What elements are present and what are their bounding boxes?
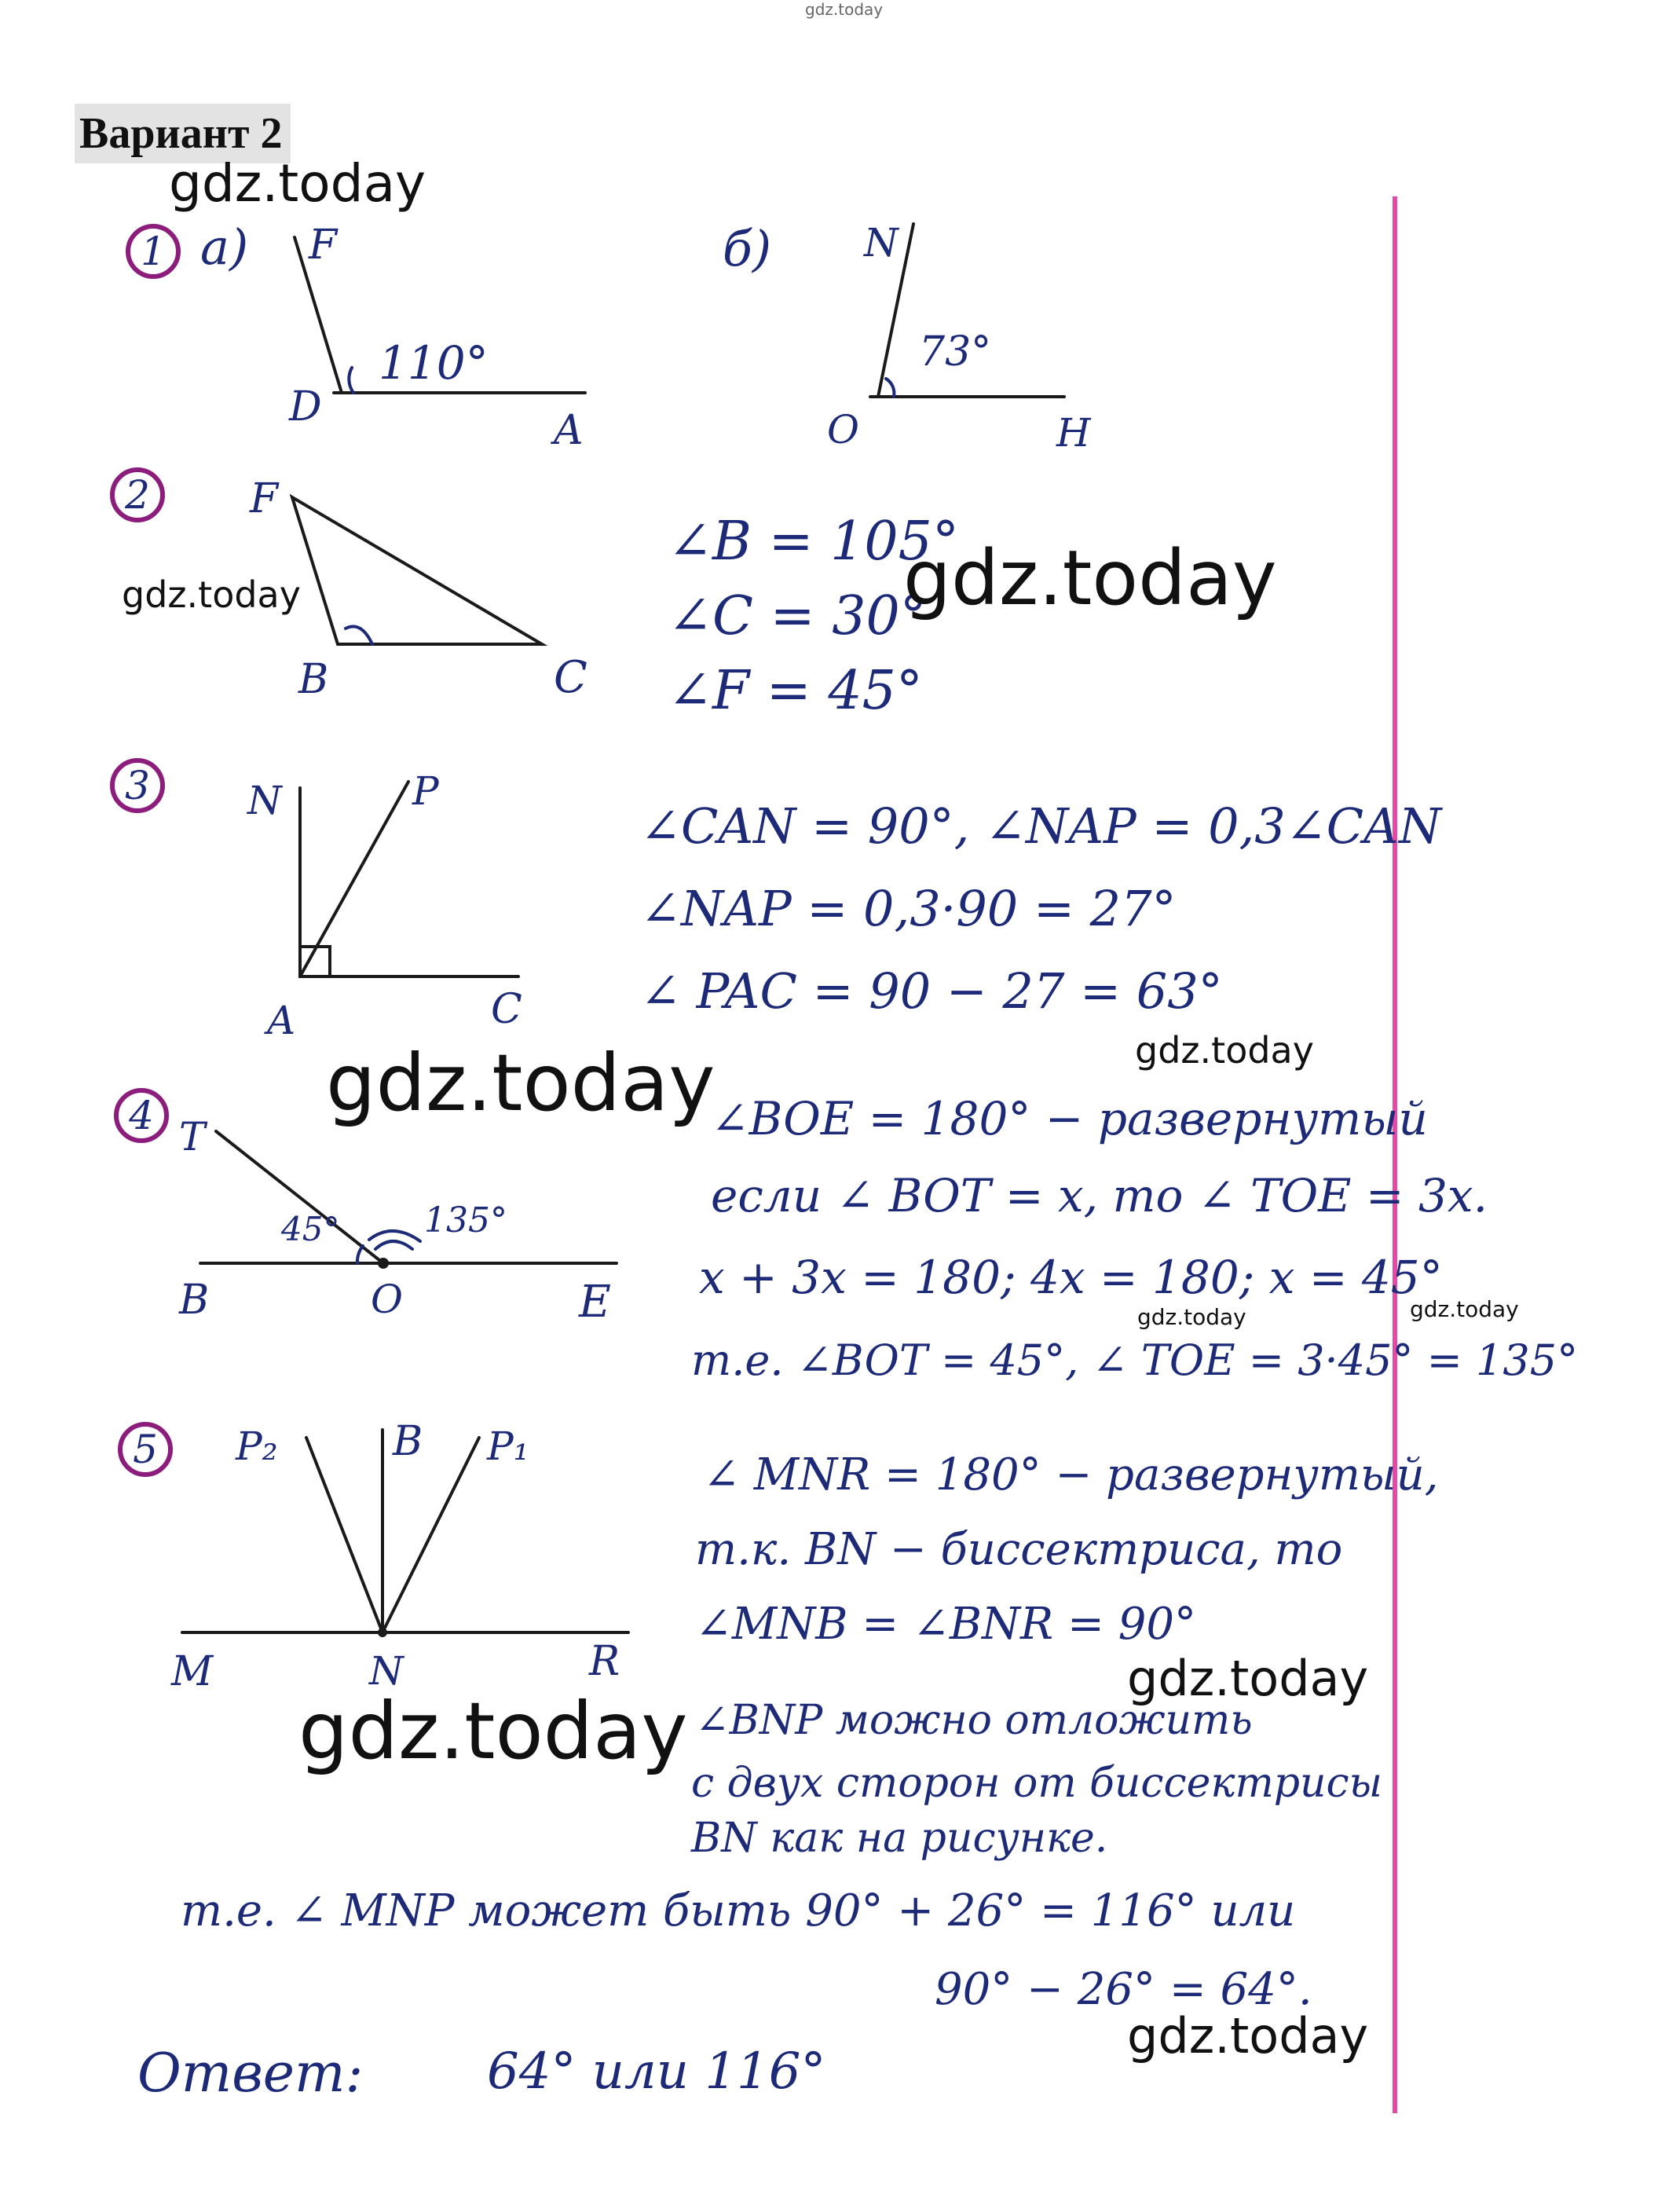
t5-label-M: M bbox=[171, 1648, 214, 1695]
t5-line-3: ∠MNB = ∠BNR = 90° bbox=[695, 1599, 1196, 1650]
t4-arc-45 bbox=[357, 1246, 363, 1263]
top-watermark: gdz.today bbox=[805, 0, 884, 19]
t5-label-R: R bbox=[589, 1638, 620, 1685]
t1a-label-F: F bbox=[309, 222, 338, 269]
task5-number: 5 bbox=[118, 1422, 173, 1477]
task1-number: 1 bbox=[126, 224, 181, 279]
t2-line-3: ∠F = 45° bbox=[668, 660, 923, 722]
t5-line-6: BN как на рисунке. bbox=[691, 1815, 1108, 1862]
t3-label-N: N bbox=[247, 778, 282, 823]
t1a-label-A: A bbox=[554, 407, 584, 454]
t4-line-2: если ∠ BOT = x, то ∠ TOE = 3x. bbox=[711, 1169, 1488, 1222]
watermark: gdz.today bbox=[1127, 1650, 1369, 1707]
t4-arc-135a bbox=[375, 1241, 412, 1249]
t5-line-2: т.к. BN − биссектриса, то bbox=[695, 1524, 1343, 1575]
t3-line-2: ∠NAP = 0,3·90 = 27° bbox=[640, 880, 1177, 937]
task1-part-a: a) bbox=[200, 218, 249, 276]
t1b-label-O: O bbox=[827, 407, 859, 452]
t2-angle-arc bbox=[346, 627, 372, 645]
t1a-angle-label: 110° bbox=[379, 336, 489, 390]
task1-part-b: б) bbox=[723, 220, 772, 277]
t4-line-1: ∠BOE = 180° − развернутый bbox=[711, 1092, 1428, 1145]
t2-label-F: F bbox=[250, 475, 279, 522]
watermark: gdz.today bbox=[122, 573, 301, 616]
t5-ray-NP2 bbox=[306, 1438, 382, 1632]
t3-label-C: C bbox=[491, 986, 522, 1033]
watermark: gdz.today bbox=[1410, 1296, 1519, 1322]
t3-label-P: P bbox=[412, 768, 439, 814]
t5-line-7: т.е. ∠ MNP может быть 90° + 26° = 116° или bbox=[181, 1885, 1296, 1936]
task3-number: 3 bbox=[110, 758, 165, 813]
t4-angle-135: 135° bbox=[424, 1200, 507, 1240]
watermark: gdz.today bbox=[1135, 1029, 1314, 1072]
t4-angle-45: 45° bbox=[281, 1210, 340, 1248]
t5-label-N: N bbox=[369, 1648, 404, 1694]
t1a-label-D: D bbox=[289, 383, 322, 431]
t2-triangle bbox=[292, 497, 542, 644]
watermark: gdz.today bbox=[169, 153, 426, 214]
t2-line-1: ∠B = 105° bbox=[668, 511, 959, 573]
t5-line-8: 90° − 26° = 64°. bbox=[935, 1964, 1312, 2015]
watermark: gdz.today bbox=[1127, 2007, 1369, 2065]
t5-label-B: B bbox=[393, 1418, 423, 1465]
t5-line-1: ∠ MNR = 180° − развернутый, bbox=[703, 1449, 1439, 1500]
t4-label-O: O bbox=[371, 1277, 403, 1322]
t5-label-P2: P₂ bbox=[236, 1423, 278, 1469]
t5-line-4: ∠BNP можно отложить bbox=[695, 1697, 1253, 1744]
t3-line-3: ∠ PAC = 90 − 27 = 63° bbox=[640, 962, 1223, 1020]
t5-line-5: с двух сторон от биссектрисы bbox=[691, 1760, 1383, 1807]
t4-line-3: x + 3x = 180; 4x = 180; x = 45° bbox=[699, 1251, 1443, 1304]
task4-number: 4 bbox=[114, 1088, 169, 1143]
t1b-angle-arc bbox=[886, 379, 894, 397]
t3-line-1: ∠CAN = 90°, ∠NAP = 0,3∠CAN bbox=[640, 797, 1442, 855]
t5-ray-NP1 bbox=[382, 1438, 479, 1632]
watermark: gdz.today bbox=[903, 534, 1277, 622]
t3-label-A: A bbox=[267, 998, 296, 1043]
t4-point-O bbox=[378, 1258, 389, 1269]
t4-label-B: B bbox=[179, 1277, 210, 1324]
t5-point-N bbox=[378, 1628, 387, 1637]
t1a-angle-arc bbox=[349, 368, 353, 393]
answer-text: 64° или 116° bbox=[487, 2043, 826, 2101]
watermark: gdz.today bbox=[1137, 1304, 1246, 1330]
t1b-label-N: N bbox=[864, 220, 899, 266]
t4-label-T: T bbox=[179, 1114, 206, 1160]
t1b-angle-label: 73° bbox=[919, 328, 992, 376]
t2-label-C: C bbox=[554, 652, 587, 703]
answer-label: Ответ: bbox=[137, 2043, 364, 2105]
watermark: gdz.today bbox=[326, 1037, 716, 1129]
t1b-label-H: H bbox=[1056, 410, 1091, 456]
watermark: gdz.today bbox=[298, 1685, 688, 1777]
t2-label-B: B bbox=[298, 656, 329, 703]
t5-label-P1: P₁ bbox=[487, 1423, 529, 1469]
variant-title: Вариант 2 bbox=[75, 104, 291, 163]
t4-label-E: E bbox=[579, 1277, 611, 1328]
task2-number: 2 bbox=[110, 467, 165, 522]
t2-line-2: ∠C = 30° bbox=[668, 585, 927, 647]
t4-line-4: т.е. ∠BOT = 45°, ∠ TOE = 3·45° = 135° bbox=[691, 1335, 1579, 1385]
